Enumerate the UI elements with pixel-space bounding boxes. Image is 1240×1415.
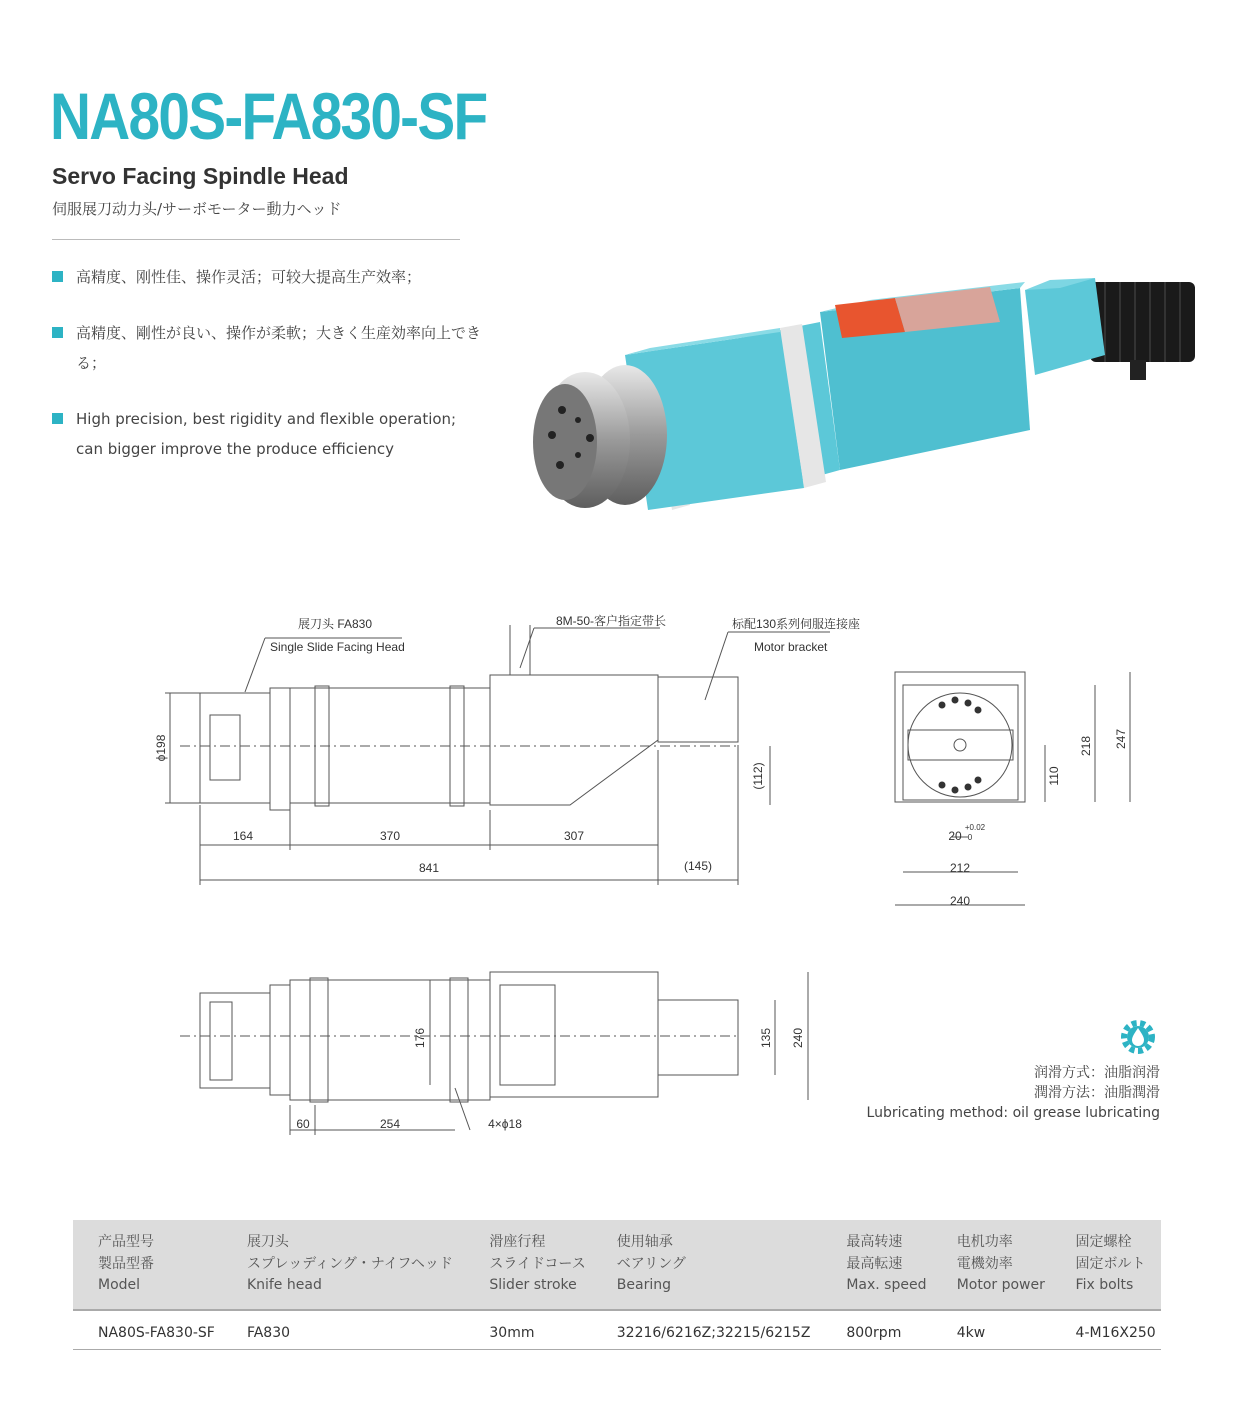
- plan-view: [180, 972, 740, 1102]
- header-slider-stroke: 滑座行程 スライドコース Slider stroke: [464, 1220, 591, 1310]
- dim-135: 135: [759, 1027, 773, 1049]
- product-subtitle: Servo Facing Spindle Head: [52, 163, 349, 189]
- label-belt: 8M-50-客户指定带长: [556, 614, 667, 628]
- header-fix-bolts: 固定螺栓 固定ボルト Fix bolts: [1051, 1220, 1161, 1310]
- dim-60: 60: [296, 1117, 310, 1131]
- dim-holes: 4×ϕ18: [488, 1117, 522, 1131]
- dim-145: (145): [683, 859, 713, 873]
- label-facing-head-cn: 展刀头 FA830: [298, 617, 373, 631]
- lubrication-cn: 润滑方式：油脂润滑: [1034, 1065, 1160, 1081]
- cell-knife-head: FA830: [222, 1310, 464, 1350]
- rear-housing: [820, 282, 1030, 470]
- square-bullet-icon: [52, 413, 63, 424]
- dim-218: 218: [1079, 735, 1093, 757]
- product-subtitle-cn: 伺服展刀动力头/サーボモーター動力ヘッド: [52, 200, 342, 218]
- product-photo: [530, 260, 1210, 520]
- feature-item: [52, 318, 482, 378]
- facing-head: [533, 365, 667, 508]
- dim-20-upper-tol: +0.02: [964, 823, 986, 832]
- table-header-row: [73, 1220, 1161, 1310]
- feature-text: High precision, best rigidity and flexible operation; can bigger improve the produce efficiency: [76, 410, 457, 458]
- dim-307: 307: [563, 829, 585, 843]
- dim-247: 247: [1114, 728, 1128, 750]
- header-motor-power: 电机功率 電機効率 Motor power: [932, 1220, 1051, 1310]
- feature-item: [52, 404, 482, 464]
- dim-diameter-198: ϕ198: [154, 734, 168, 762]
- table-row: [73, 1310, 1161, 1350]
- feature-text: 高精度、刚性佳、操作灵活；可较大提高生产效率；: [76, 268, 422, 286]
- cell-model: NA80S-FA830-SF: [73, 1310, 222, 1350]
- header-model: 产品型号 製品型番 Model: [73, 1220, 222, 1310]
- dim-240-height: 240: [791, 1027, 805, 1049]
- header-bearing: 使用轴承 ベアリング Bearing: [592, 1220, 822, 1310]
- dim-164: 164: [232, 829, 254, 843]
- header-divider: [52, 239, 460, 240]
- cell-slider-stroke: 30mm: [464, 1310, 591, 1350]
- lubrication-jp: 潤滑方法：油脂潤滑: [1034, 1085, 1160, 1101]
- feature-item: [52, 262, 482, 292]
- label-bracket-cn: 标配130系列伺服连接座: [732, 617, 861, 631]
- cell-motor-power: 4kw: [932, 1310, 1051, 1350]
- square-bullet-icon: [52, 271, 63, 282]
- dim-240-width: 240: [949, 894, 971, 908]
- window-opening: [835, 298, 905, 338]
- end-view: [895, 672, 1025, 802]
- header-knife-head: 展刀头 スプレッディング・ナイフヘッド Knife head: [222, 1220, 464, 1310]
- dim-212: 212: [949, 861, 971, 875]
- dim-20-lower-tol: 0: [967, 833, 973, 842]
- oil-drop-gear-icon: [1116, 1015, 1160, 1059]
- lubrication-en: Lubricating method: oil grease lubricating: [866, 1105, 1160, 1121]
- square-bullet-icon: [52, 327, 63, 338]
- cell-fix-bolts: 4-M16X250: [1051, 1310, 1161, 1350]
- dim-370: 370: [379, 829, 401, 843]
- dim-254: 254: [379, 1117, 401, 1131]
- dim-112: (112): [751, 762, 765, 790]
- servo-motor: [1090, 282, 1195, 380]
- lubrication-info: [867, 1015, 1160, 1123]
- cell-bearing: 32216/6216Z;32215/6215Z: [592, 1310, 822, 1350]
- label-bracket-en: Motor bracket: [754, 640, 828, 654]
- page-title: NA80S-FA830-SF: [50, 79, 487, 153]
- feature-text: 高精度、剛性が良い、操作が柔軟；大きく生産効率向上できる；: [76, 324, 482, 372]
- dim-20: 20: [948, 829, 962, 843]
- dim-176: 176: [413, 1027, 427, 1049]
- dim-110: 110: [1047, 766, 1061, 786]
- cell-max-speed: 800rpm: [821, 1310, 931, 1350]
- dim-841: 841: [418, 861, 440, 875]
- spec-table: [73, 1220, 1161, 1350]
- header-max-speed: 最高转速 最高転速 Max. speed: [821, 1220, 931, 1310]
- feature-list: [52, 262, 482, 490]
- label-facing-head-en: Single Slide Facing Head: [270, 640, 405, 654]
- side-view: [180, 625, 740, 810]
